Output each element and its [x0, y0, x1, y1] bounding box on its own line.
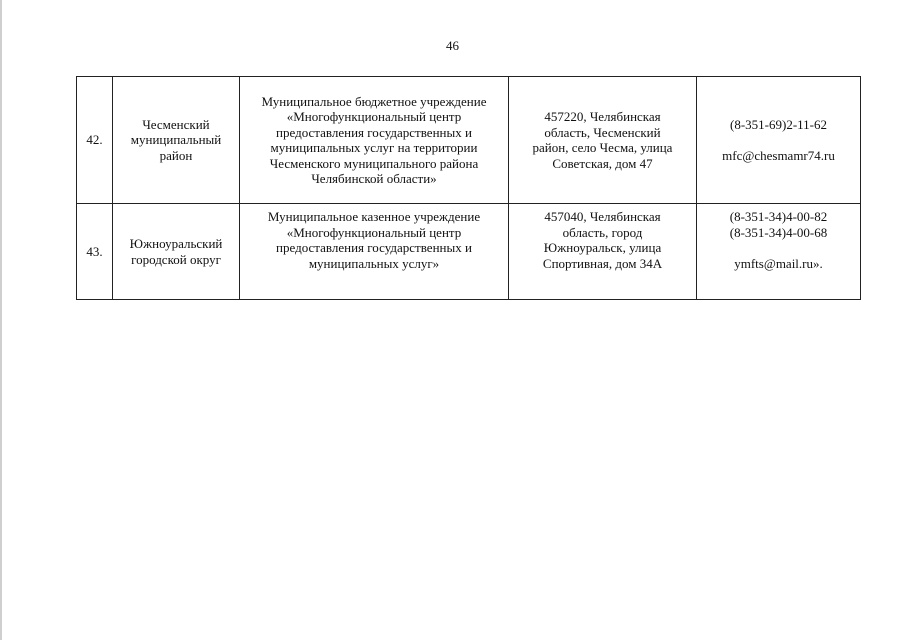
organization-line: Муниципальное казенное учреждение [267, 209, 481, 224]
address-cell [509, 77, 697, 204]
organization-line: предоставления государственных и [276, 240, 472, 255]
area-line: район [159, 147, 193, 163]
address-line: область, город [562, 224, 643, 240]
page-edge-line [0, 0, 2, 640]
mfc-table [76, 76, 861, 300]
table-row [77, 77, 861, 204]
address-line: Спортивная, дом 34А [542, 255, 663, 271]
email-address: mfc@chesmamr74.ru [722, 147, 835, 163]
phone-number: (8-351-69)2-11-62 [730, 116, 827, 132]
phone-number: (8-351-34)4-00-68 [729, 224, 828, 240]
organization-line: «Многофункциональный центр [286, 109, 462, 124]
address-line: район, село Чесма, улица [532, 140, 673, 155]
area-line: муниципальный [130, 132, 222, 148]
row-number-text: 42. [86, 132, 103, 148]
address-line: 457220, Челябинская [544, 109, 661, 124]
area-line: Чесменский [142, 116, 210, 132]
row-number [77, 77, 113, 204]
spacer [699, 132, 858, 148]
organization-cell [240, 77, 509, 204]
organization-line: Муниципальное бюджетное учреждение [261, 93, 487, 109]
phone-number: (8-351-34)4-00-82 [729, 209, 828, 224]
spacer [699, 240, 858, 256]
area-cell [113, 77, 240, 204]
organization-line: предоставления государственных и [276, 124, 472, 140]
email-address: ymfts@mail.ru». [734, 255, 823, 271]
address-cell [509, 204, 697, 300]
address-line: 457040, Челябинская [544, 209, 661, 224]
contacts-cell [697, 77, 861, 204]
address-line: область, Чесменский [544, 124, 661, 140]
row-number-text: 43. [86, 243, 103, 259]
area-cell [113, 204, 240, 300]
organization-cell [240, 204, 509, 300]
row-number [77, 204, 113, 300]
area-line: городской округ [131, 251, 221, 267]
organization-line: муниципальных услуг на территории [270, 140, 478, 155]
address-line: Южноуральск, улица [543, 240, 662, 255]
organization-line: Челябинской области» [311, 171, 437, 186]
area-line: Южноуральский [129, 236, 223, 251]
organization-line: Чесменского муниципального района [269, 155, 479, 171]
address-line: Советская, дом 47 [552, 155, 653, 171]
organization-line: «Многофункциональный центр [286, 224, 462, 240]
contacts-cell [697, 204, 861, 300]
organization-line: муниципальных услуг» [308, 255, 440, 271]
page-number: 46 [446, 38, 459, 53]
table-row [77, 204, 861, 300]
